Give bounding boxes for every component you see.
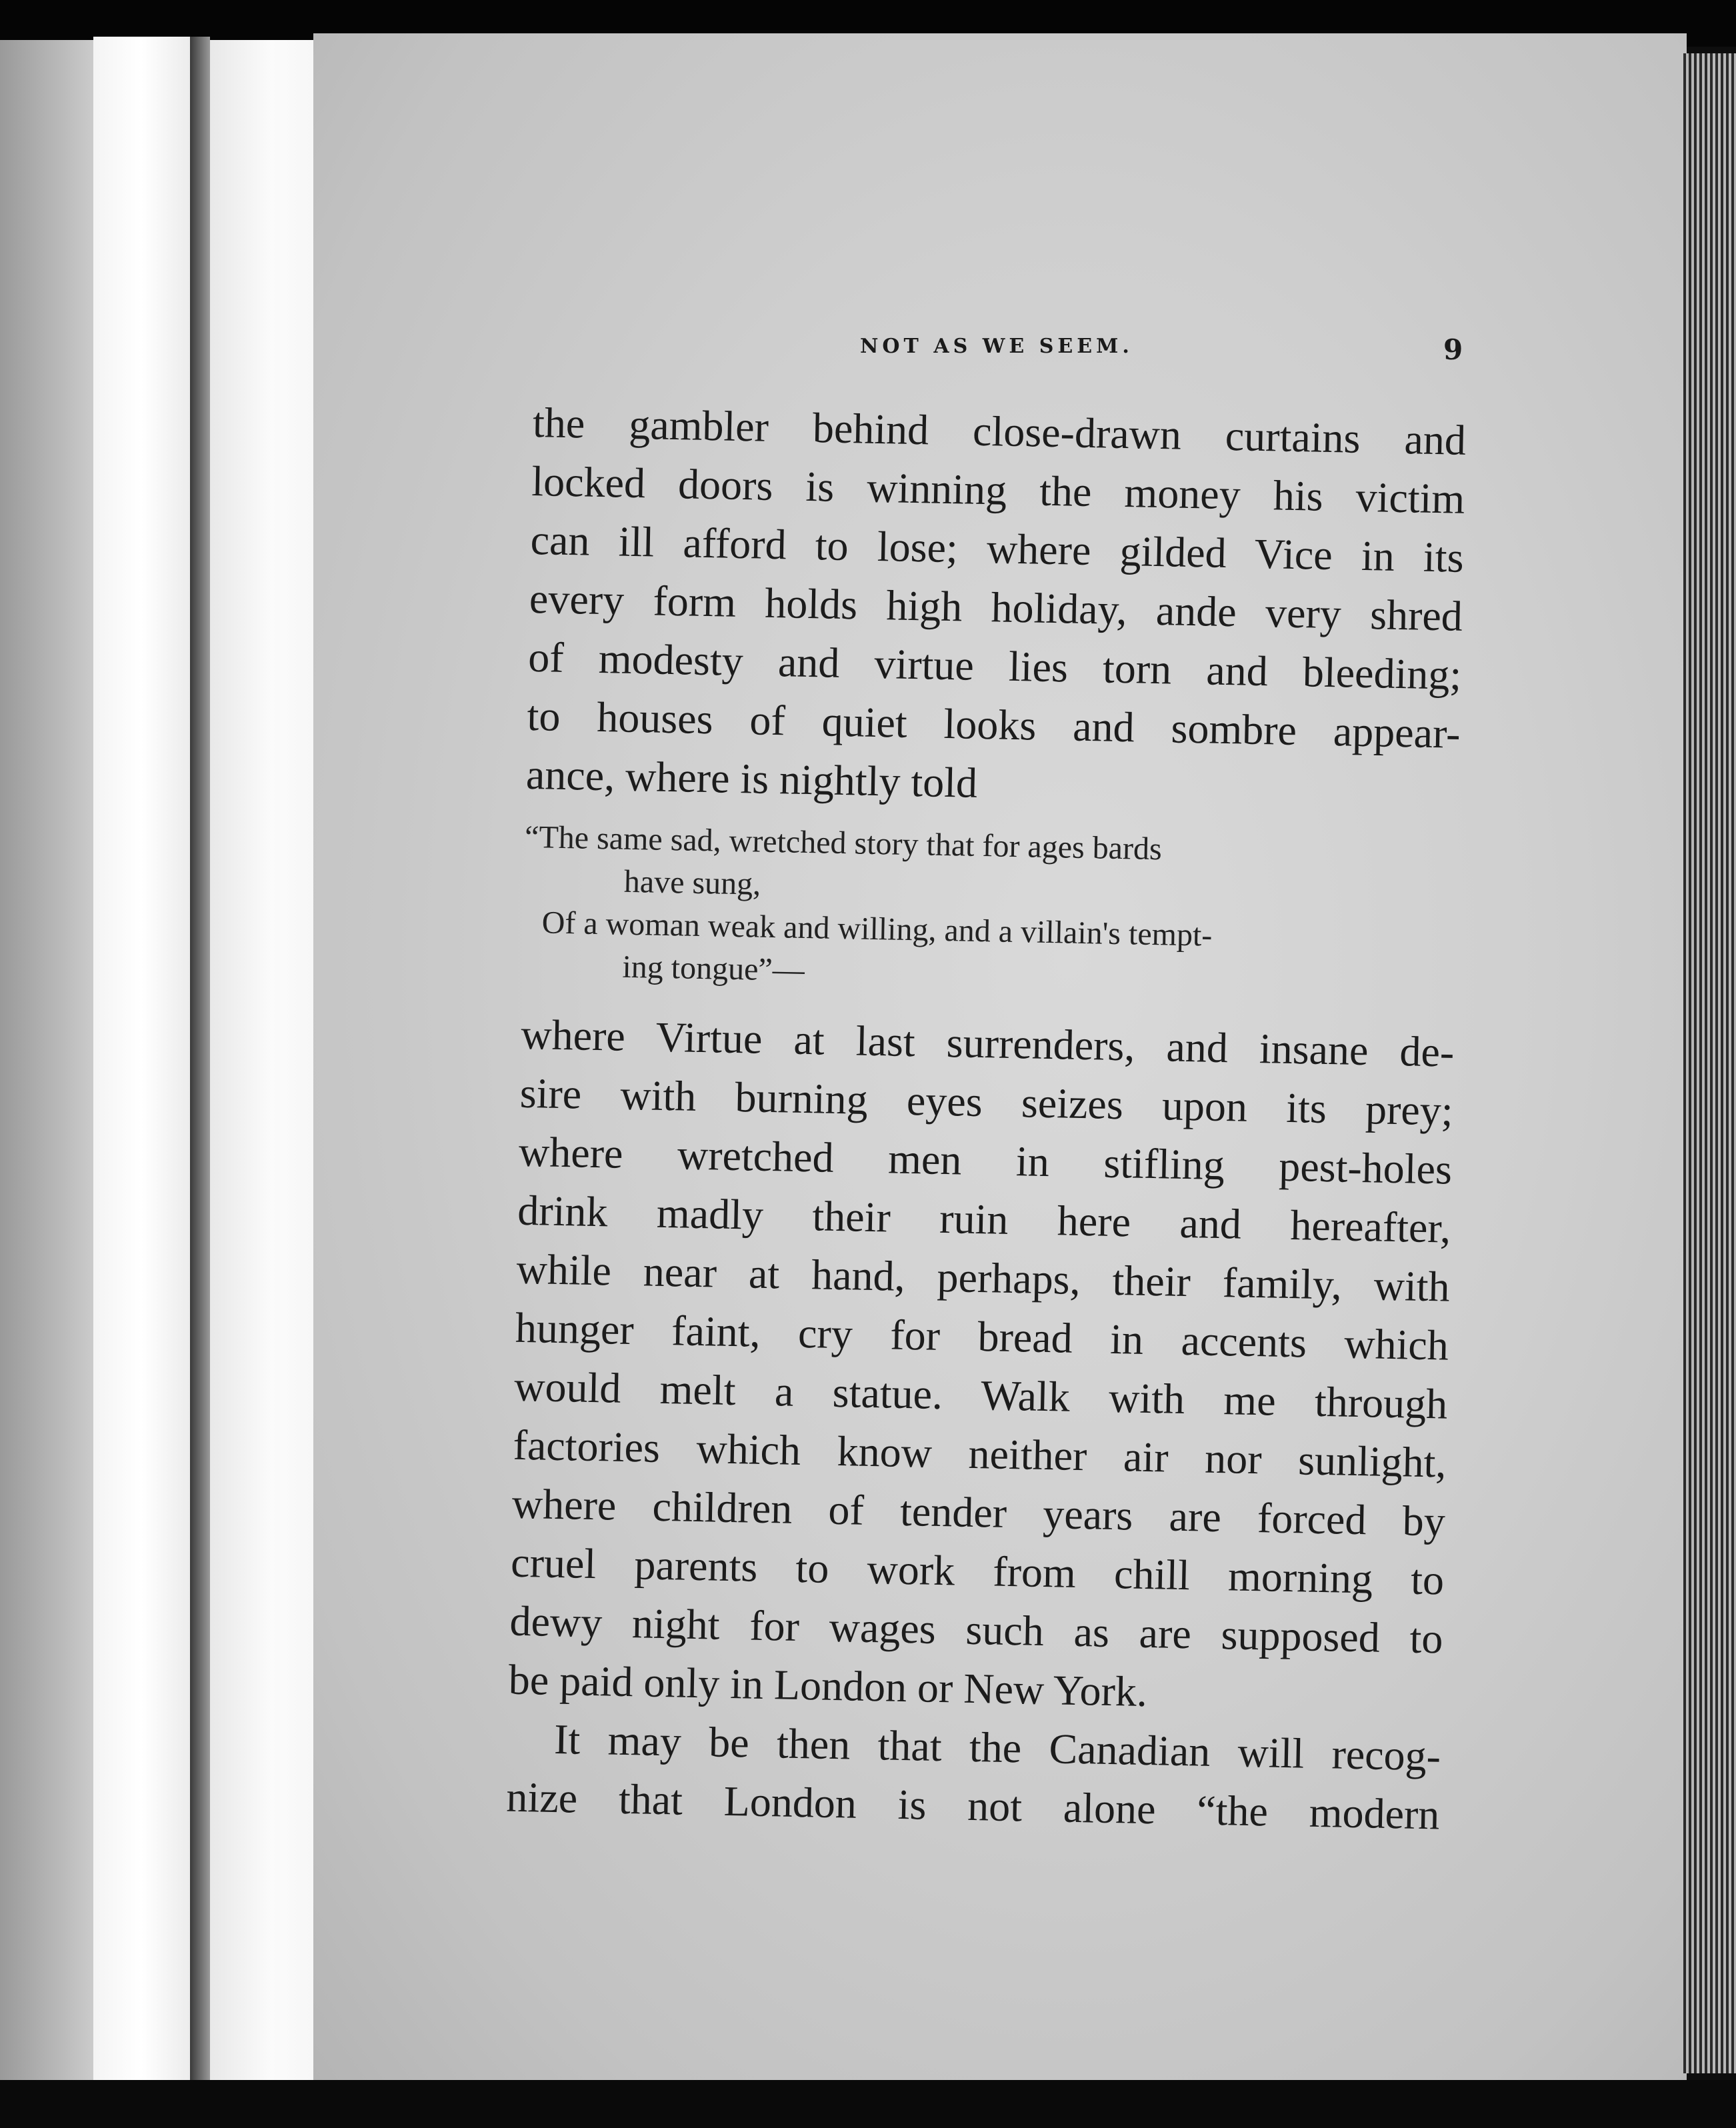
text-line: locked doors is winning the money his victim bbox=[531, 457, 1465, 523]
text-line: every form holds high holiday, ande very shred bbox=[529, 574, 1463, 640]
text-line: would melt a statue. Walk with me through bbox=[513, 1362, 1448, 1428]
left-page-edge bbox=[0, 40, 100, 2080]
verse-quote bbox=[522, 816, 1459, 1005]
verse-line: “The same sad, wretched story that for ages bards bbox=[524, 819, 1163, 867]
left-page-margin bbox=[93, 37, 190, 2083]
page-number: 9 bbox=[1443, 333, 1463, 366]
body-text bbox=[506, 393, 1467, 1844]
text-line: where children of tender years are forced by bbox=[511, 1479, 1446, 1545]
running-head: NOT AS WE SEEM. bbox=[860, 335, 1133, 358]
text-line: can ill afford to lose; where gilded Vice in its bbox=[530, 515, 1465, 581]
paragraph-2 bbox=[508, 1005, 1455, 1727]
text-line: factories which know neither air nor sunlight, bbox=[513, 1421, 1447, 1487]
text-line: be paid only in London or New York. bbox=[508, 1655, 1148, 1716]
book-gutter bbox=[190, 37, 210, 2090]
text-line: to houses of quiet looks and sombre appear- bbox=[527, 691, 1461, 757]
text-line: the gambler behind close-drawn curtains and bbox=[532, 398, 1467, 464]
text-line: dewy night for wages such as are supposed to bbox=[509, 1597, 1444, 1663]
text-line: drink madly their ruin here and hereafter, bbox=[517, 1186, 1451, 1252]
text-line: hunger faint, cry for bread in accents which bbox=[515, 1303, 1449, 1369]
text-line: ance, where is nightly told bbox=[525, 750, 978, 807]
text-line: where wretched men in stifling pest-holes bbox=[518, 1127, 1453, 1193]
text-line: cruel parents to work from chill morning to bbox=[510, 1538, 1445, 1604]
page-stack-edge bbox=[1683, 53, 1736, 2073]
text-line: of modesty and virtue lies torn and bleeding; bbox=[527, 633, 1462, 699]
text-line: nize that London is not alone “the modern bbox=[505, 1773, 1441, 1839]
verse-line: have sung, bbox=[623, 863, 761, 902]
paragraph-3 bbox=[506, 1709, 1441, 1845]
verse-line: Of a woman weak and willing, and a villain's tempt- bbox=[541, 905, 1213, 953]
verse-line: ing tongue”— bbox=[622, 949, 805, 988]
text-line: It may be then that the Canadian will recog- bbox=[553, 1715, 1441, 1780]
text-line: while near at hand, perhaps, their family, with bbox=[516, 1245, 1451, 1311]
text-line: where Virtue at last surrenders, and insane de- bbox=[520, 1010, 1455, 1076]
bottom-border bbox=[0, 2080, 1736, 2128]
paragraph-1 bbox=[525, 393, 1467, 822]
text-line: sire with burning eyes seizes upon its prey; bbox=[519, 1069, 1454, 1135]
